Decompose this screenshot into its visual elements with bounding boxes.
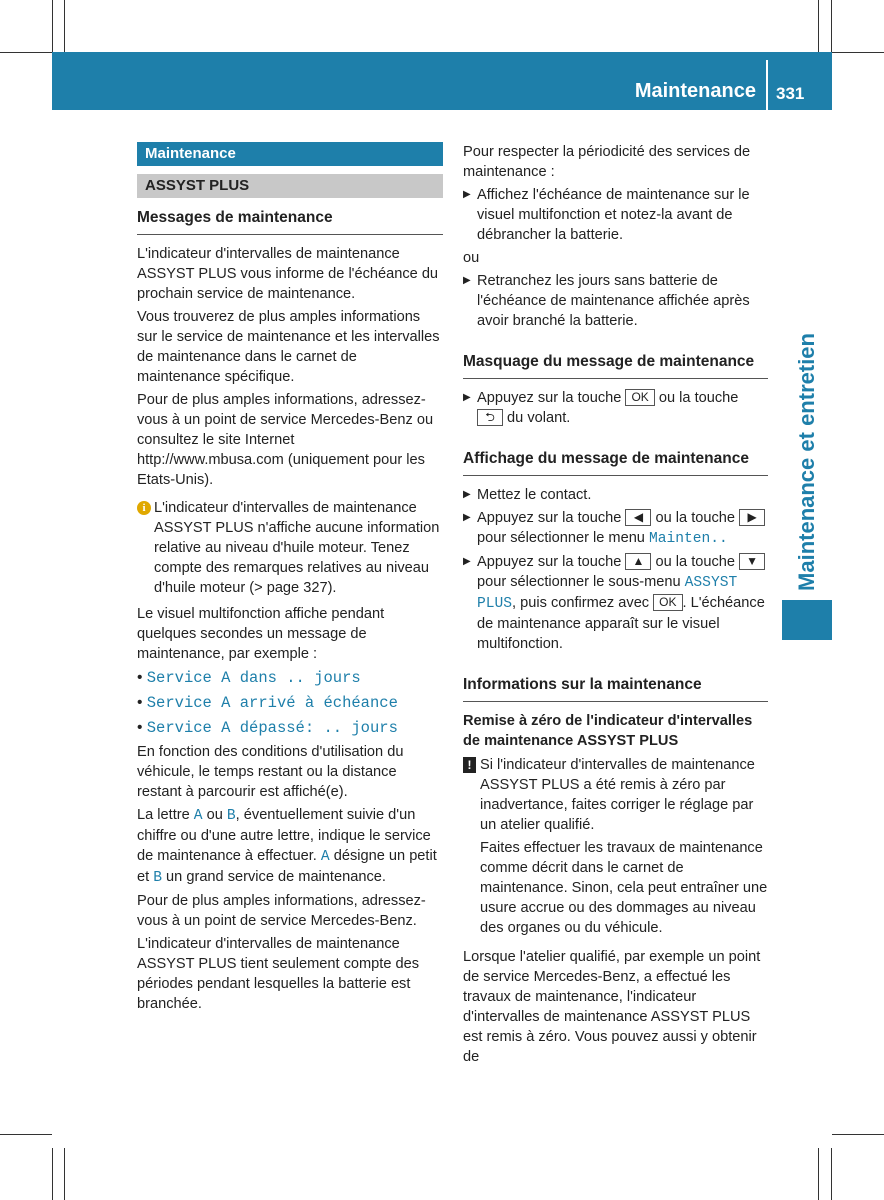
left-column [137, 142, 443, 1017]
paragraph: Pour de plus amples informations, adressez-vous à un point de service Mercedes-Benz. [137, 893, 426, 929]
paragraph: L'indicateur d'intervalles de maintenance ASSYST PLUS tient seulement compte des périodes pendant lesquelles la batterie est branchée. [137, 936, 420, 1012]
paragraph: Vous trouverez de plus amples informations sur le service de maintenance et les intervalles de maintenance dans le carnet de maintenance spécifique. [137, 309, 440, 385]
display-message-item: • Service A dans .. jours [137, 669, 361, 687]
side-chapter-label: Maintenance et entretien [794, 333, 819, 591]
heading-reset: Remise à zéro de l'indicateur d'intervalles de maintenance ASSYST PLUS [463, 713, 753, 749]
instruction-step [463, 185, 768, 245]
paragraph: Lorsque l'atelier qualifié, par exemple un point de service Mercedes-Benz, a effectué les travaux de maintenance, l'indicateur d'intervalles de maintenance ASSYST PLUS est remis à zéro. Vous pouvez aussi y obtenir de [463, 949, 761, 1065]
crop-mark [831, 0, 832, 52]
instruction-step [463, 388, 768, 428]
subsection-title: ASSYST PLUS [137, 174, 443, 198]
instruction-step [463, 552, 768, 654]
text: Appuyez sur la touche [477, 554, 626, 570]
paragraph: En fonction des conditions d'utilisation du véhicule, le temps restant ou la distance restant à parcourir est affiché(e). [137, 744, 404, 800]
step-text: Mettez le contact. [477, 487, 592, 503]
code-letter: A [320, 849, 330, 865]
instruction-step [463, 508, 768, 549]
crop-mark [0, 1134, 52, 1135]
page-number: 331 [776, 84, 805, 103]
text: pour sélectionner le menu [477, 530, 649, 546]
right-key-icon: ▶ [739, 509, 765, 526]
text: Appuyez sur la touche [477, 510, 626, 526]
crop-mark [52, 0, 53, 52]
step-text: Affichez l'échéance de maintenance sur le visuel multifonction et notez-la avant de débrancher la batterie. [477, 187, 750, 243]
paragraph: Pour respecter la périodicité des services de maintenance : [463, 144, 751, 180]
step-arrow-icon: ▶ [463, 512, 471, 523]
crop-mark [64, 0, 65, 52]
paragraph: Le visuel multifonction affiche pendant quelques secondes un message de maintenance, par exemple : [137, 606, 385, 662]
step-arrow-icon: ▶ [463, 392, 471, 403]
text: ou la touche [651, 554, 740, 570]
left-key-icon: ◀ [625, 509, 651, 526]
text: ou [202, 807, 227, 823]
paragraph: Pour de plus amples informations, adressez-vous à un point de service Mercedes-Benz ou consultez le site Internet http://www.mbusa.com (uniquement pour les Etats-Unis). [137, 392, 434, 488]
paragraph-letters [137, 805, 443, 888]
display-message-text: Service A arrivé à échéance [146, 694, 398, 712]
text: désigne un petit et [137, 848, 437, 885]
text: un grand service de maintenance. [162, 869, 386, 885]
crop-mark [818, 0, 819, 52]
side-chapter-tab [782, 600, 832, 640]
submenu-name: ASSYST PLUS [477, 575, 738, 612]
warning-text: Si l'indicateur d'intervalles de maintenance ASSYST PLUS a été remis à zéro par inadvertance, faites corriger le réglage par un atelier qualifié. [480, 757, 755, 833]
ok-key-icon: OK [625, 389, 654, 406]
instruction-step [463, 271, 768, 331]
info-icon: i [137, 501, 151, 515]
header-separator [766, 60, 768, 110]
step-arrow-icon: ▶ [463, 556, 471, 567]
code-letter: B [153, 870, 162, 886]
heading-show-message: Affichage du message de maintenance [463, 449, 768, 476]
warning-body [480, 755, 768, 941]
text: , éventuellement suivie d'un chiffre ou d'une autre lettre, indique le service de maintenance à effectuer. [137, 807, 431, 864]
text: ou la touche [651, 510, 740, 526]
crop-mark [831, 1148, 832, 1200]
warning-icon: ! [463, 757, 476, 773]
down-key-icon: ▼ [739, 553, 765, 570]
crop-mark [52, 1148, 53, 1200]
heading-messages: Messages de maintenance [137, 208, 443, 235]
heading-hide-message: Masquage du message de maintenance [463, 352, 768, 379]
step-text [477, 388, 768, 428]
code-letter: A [193, 808, 203, 824]
crop-mark [832, 1134, 884, 1135]
code-letter: B [226, 808, 236, 824]
section-title: Maintenance [137, 142, 443, 166]
step-arrow-icon: ▶ [463, 189, 471, 200]
step-text [477, 552, 768, 654]
warning-text: Faites effectuer les travaux de maintenance comme décrit dans le carnet de maintenance. Sinon, cela peut entraîner une usure accrue ou des dommages au niveau des organes ou du véhicule. [480, 840, 768, 936]
text: , puis confirmez avec [512, 595, 654, 611]
display-message-item: • Service A arrivé à échéance [137, 694, 398, 712]
or-text: ou [463, 250, 480, 266]
text: ou la touche [654, 390, 739, 406]
paragraph: L'indicateur d'intervalles de maintenance ASSYST PLUS vous informe de l'échéance du prochain service de maintenance. [137, 246, 439, 302]
right-column [463, 142, 768, 1070]
display-message-item: • Service A dépassé: .. jours [137, 719, 398, 737]
info-note-text: L'indicateur d'intervalles de maintenance ASSYST PLUS n'affiche aucune information relative au niveau d'huile moteur. Tenez compte des remarques relatives au niveau d'huile moteur (> page 327). [154, 500, 440, 596]
info-note [137, 498, 443, 598]
text: La lettre [137, 807, 194, 823]
text: pour sélectionner le sous-menu [477, 574, 685, 590]
text: . L'échéance de maintenance apparaît sur le visuel multifonction. [477, 595, 765, 652]
warning-note [463, 755, 768, 941]
display-message-text: Service A dans .. jours [146, 669, 361, 687]
instruction-step [463, 485, 768, 505]
step-text [477, 508, 768, 549]
text: du volant. [503, 410, 571, 426]
text: Appuyez sur la touche [477, 390, 626, 406]
up-key-icon: ▲ [625, 553, 651, 570]
heading-info: Informations sur la maintenance [463, 675, 768, 702]
crop-mark [64, 1148, 65, 1200]
back-key-icon: ⮌ [477, 409, 503, 426]
crop-mark [818, 1148, 819, 1200]
step-text: Retranchez les jours sans batterie de l'échéance de maintenance affichée après avoir branché la batterie. [477, 273, 750, 329]
running-header-title: Maintenance [634, 80, 756, 102]
step-arrow-icon: ▶ [463, 275, 471, 286]
crop-mark [832, 52, 884, 53]
display-message-text: Service A dépassé: .. jours [146, 719, 398, 737]
step-arrow-icon: ▶ [463, 489, 471, 500]
crop-mark [0, 52, 52, 53]
menu-name: Mainten.. [648, 531, 728, 547]
ok-key-icon: OK [653, 594, 682, 611]
